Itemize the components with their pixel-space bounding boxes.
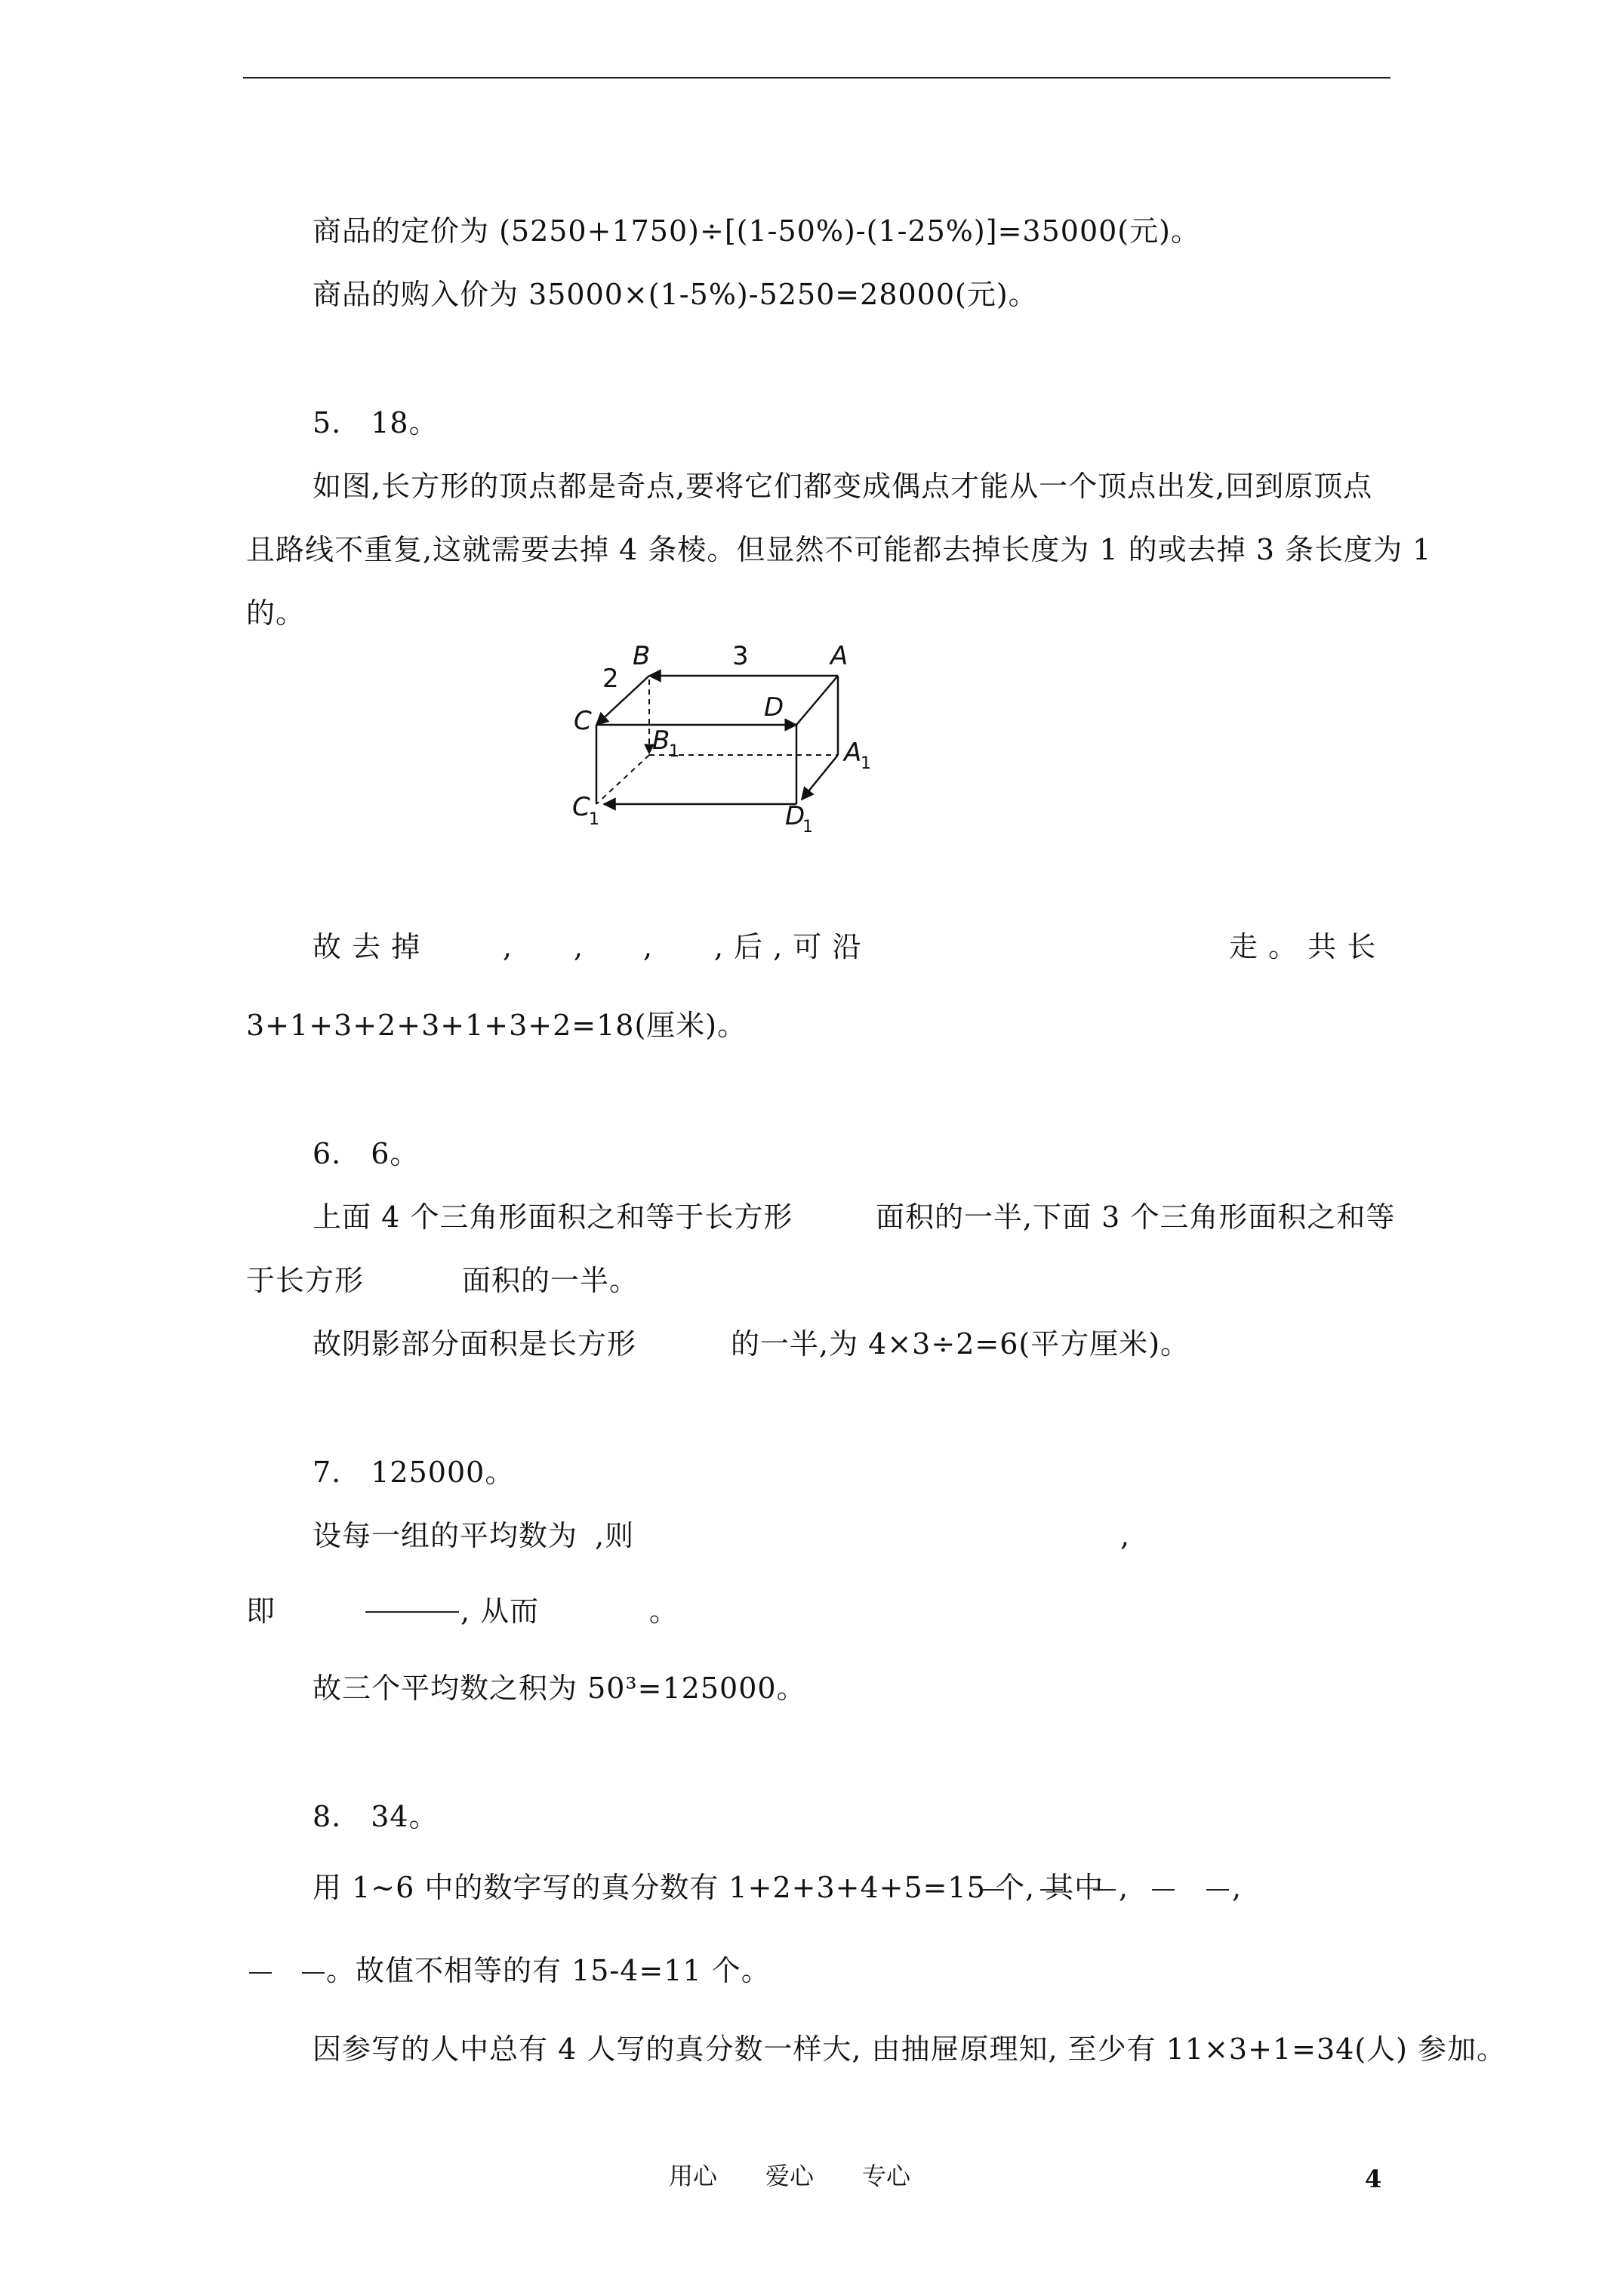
fraction-bar bbox=[1093, 1889, 1116, 1891]
q5-paragraph-line-2: 且路线不重复,这就需要去掉 4 条棱。但显然不可能都去掉长度为 1 的或去掉 3 条长度为 1 bbox=[246, 533, 1432, 566]
label-a1: A bbox=[844, 738, 862, 768]
q7-line-2a: 即 bbox=[246, 1595, 276, 1628]
text-line-price-list: 商品的定价为 (5250+1750)÷[(1-50%)-(1-25%)]=35000(元)。 bbox=[313, 214, 1200, 248]
edge-a1-d1 bbox=[802, 755, 838, 800]
label-c: C bbox=[574, 706, 592, 736]
q7-line-3: 故三个平均数之积为 50³=125000。 bbox=[313, 1672, 806, 1705]
label-b1-subscript: 1 bbox=[669, 742, 679, 761]
label-d1-subscript: 1 bbox=[802, 818, 813, 837]
edge-b1-c1-hidden bbox=[596, 755, 649, 804]
q8-line-3: 因参写的人中总有 4 人写的真分数一样大, 由抽屉原理知, 至少有 11×3+1=34(人) 参加。 bbox=[313, 2032, 1507, 2066]
q5-after-text: , 后 , 可 沿 bbox=[714, 930, 862, 963]
fraction-bar bbox=[302, 1972, 325, 1974]
label-b1: B bbox=[652, 726, 670, 756]
q6-line-3b: 的一半,为 4×3÷2=6(平方厘米)。 bbox=[731, 1327, 1190, 1361]
label-a: A bbox=[830, 641, 848, 671]
q8-line-1a: 用 1~6 中的数字写的真分数有 1+2+3+4+5=15 个, 其中 bbox=[313, 1871, 1104, 1904]
q7-line-2c: 。 bbox=[649, 1595, 679, 1628]
cuboid-figure bbox=[559, 634, 883, 846]
label-b: B bbox=[633, 641, 651, 671]
label-edge-2: 2 bbox=[602, 664, 619, 694]
q7-line-1a: 设每一组的平均数为 bbox=[313, 1519, 578, 1552]
question-7-heading: 7. 125000。 bbox=[313, 1456, 515, 1489]
q8-line-2: 。故值不相等的有 15-4=11 个。 bbox=[326, 1954, 771, 1987]
q7-line-1c: , bbox=[1120, 1519, 1131, 1552]
q5-sum-line: 3+1+3+2+3+1+3+2=18(厘米)。 bbox=[246, 1009, 747, 1042]
q6-line-2a: 于长方形 bbox=[246, 1264, 365, 1297]
q5-walk-text: 走 。 共 长 bbox=[1229, 930, 1377, 963]
fraction-bar bbox=[981, 1889, 1004, 1891]
label-c1: C bbox=[572, 792, 590, 822]
q6-line-1a: 上面 4 个三角形面积之和等于长方形 bbox=[313, 1200, 793, 1234]
edge-d-a bbox=[796, 676, 838, 725]
q5-comma-3: , bbox=[643, 930, 654, 963]
label-d1: D bbox=[785, 801, 805, 831]
text-line-price-buy: 商品的购入价为 35000×(1-5%)-5250=28000(元)。 bbox=[313, 278, 1038, 311]
q6-line-3a: 故阴影部分面积是长方形 bbox=[313, 1327, 637, 1361]
fraction-bar bbox=[249, 1972, 272, 1974]
fraction-bar bbox=[1040, 1889, 1063, 1891]
q7-line-1b: ,则 bbox=[595, 1519, 635, 1552]
question-8-heading: 8. 34。 bbox=[313, 1800, 439, 1833]
q5-remove-text: 故 去 掉 bbox=[313, 930, 421, 963]
q8-comma-1: , bbox=[1119, 1871, 1129, 1904]
fraction-bar bbox=[1152, 1889, 1175, 1891]
q5-comma-2: , bbox=[574, 930, 584, 963]
fraction-bar bbox=[365, 1611, 459, 1613]
question-6-heading: 6. 6。 bbox=[313, 1137, 420, 1170]
label-c1-subscript: 1 bbox=[589, 810, 599, 829]
q7-line-2b: , 从而 bbox=[460, 1595, 540, 1628]
question-5-heading: 5. 18。 bbox=[313, 406, 439, 439]
header-rule bbox=[243, 77, 1390, 79]
label-edge-3: 3 bbox=[732, 641, 749, 671]
q5-paragraph-line-3: 的。 bbox=[246, 596, 306, 630]
fraction-bar bbox=[1206, 1889, 1229, 1891]
footer-motto: 用心 爱心 专心 bbox=[669, 2162, 911, 2190]
q6-line-2b: 面积的一半。 bbox=[462, 1264, 639, 1297]
label-a1-subscript: 1 bbox=[861, 754, 871, 773]
q5-paragraph-line-1: 如图,长方形的顶点都是奇点,要将它们都变成偶点才能从一个顶点出发,回到原顶点 bbox=[313, 470, 1373, 503]
q8-comma-2: , bbox=[1232, 1871, 1243, 1904]
page-number: 4 bbox=[1365, 2165, 1382, 2193]
q5-comma-1: , bbox=[503, 930, 513, 963]
q6-line-1b: 面积的一半,下面 3 个三角形面积之和等 bbox=[876, 1200, 1396, 1234]
label-d: D bbox=[764, 692, 784, 723]
